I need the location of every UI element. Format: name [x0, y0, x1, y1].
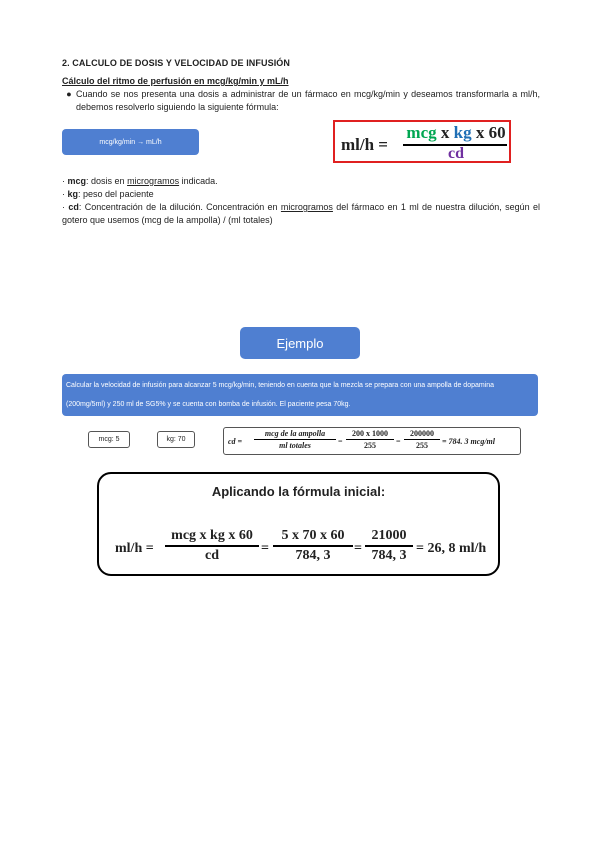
definition-kg — [62, 188, 154, 201]
final-eq-1: = — [261, 541, 269, 556]
formula-times-1: x — [436, 123, 454, 142]
section-heading: 2. CALCULO DE DOSIS Y VELOCIDAD DE INFUSIÓN — [62, 58, 290, 68]
definition-kg-term: kg — [67, 189, 79, 199]
section-subheading: Cálculo del ritmo de perfusión en mcg/kg/min y mL/h — [62, 76, 289, 86]
formula-numerator — [401, 123, 511, 143]
definition-cd-post: del fármaco en 1 ml de nuestra dilución, según el gotero que usemos (mcg de la ampolla) / (ml totales) — [62, 202, 540, 225]
definition-mcg-pre: : dosis en — [86, 176, 128, 186]
cd-f2-den: 255 — [364, 441, 376, 450]
intro-bullet — [62, 88, 540, 114]
formula-times-60: x 60 — [471, 123, 506, 142]
final-f1-num: mcg x kg x 60 — [171, 528, 253, 543]
final-fraction-1 — [165, 528, 259, 564]
final-lhs: ml/h = — [115, 541, 154, 556]
conversion-box — [62, 129, 199, 155]
problem-statement-box — [62, 374, 538, 416]
definition-dot-icon: · — [62, 202, 65, 212]
main-formula-box — [333, 120, 511, 163]
problem-text: Calcular la velocidad de infusión para alcanzar 5 mcg/kg/min, teniendo en cuenta que la mezcla se prepara con una ampolla de dopamina (200mg/5ml) y 250 ml de SG5% y se cuenta con bomba de infusión. El paciente pesa 70kg. — [66, 382, 495, 408]
given-mcg: mcg: 5 — [98, 436, 120, 443]
final-f2-num: 5 x 70 x 60 — [281, 528, 345, 543]
cd-f3-num: 200000 — [410, 429, 434, 438]
cd-f3-den: 255 — [416, 441, 428, 450]
cd-calculation-box — [223, 427, 521, 455]
cd-eq-2: = — [396, 437, 401, 446]
example-label: Ejemplo — [276, 335, 324, 351]
final-fraction-2 — [273, 528, 353, 564]
example-banner — [240, 327, 360, 359]
final-fraction-3 — [365, 528, 413, 564]
cd-fraction-1 — [254, 429, 336, 450]
final-title: Aplicando la fórmula inicial: — [211, 484, 386, 499]
intro-text: Cuando se nos presenta una dosis a administrar de un fármaco en mcg/kg/min y deseamos transformarla a ml/h, debemos resolverlo siguiendo la siguiente fórmula: — [76, 89, 540, 112]
definition-dot-icon: · — [62, 176, 65, 186]
definition-cd-link: microgramos — [280, 202, 333, 212]
cd-fraction-2 — [346, 429, 394, 450]
formula-kg: kg — [453, 123, 472, 142]
given-mcg-box — [88, 431, 130, 448]
final-result: = 26, 8 ml/h — [416, 541, 487, 556]
formula-denominator: cd — [448, 145, 464, 162]
definition-cd-term: cd — [68, 202, 79, 212]
final-f3-den: 784, 3 — [371, 547, 407, 563]
definition-mcg-link: microgramos — [127, 176, 180, 186]
final-f3-num: 21000 — [371, 528, 407, 543]
final-f2-den: 784, 3 — [295, 547, 331, 563]
definition-mcg — [62, 175, 218, 188]
cd-f2-num: 200 x 1000 — [352, 429, 388, 438]
given-kg-box — [157, 431, 195, 448]
cd-eq-1: = — [338, 437, 343, 446]
cd-fraction-3 — [404, 429, 440, 450]
definition-mcg-post: indicada. — [179, 176, 218, 186]
final-calculation-box — [97, 472, 500, 576]
definition-kg-text: : peso del paciente — [78, 189, 154, 199]
cd-f1-den: ml totales — [279, 441, 311, 450]
definition-cd-pre: : Concentración de la dilución. Concentración en — [78, 202, 281, 212]
cd-result: = 784. 3 mcg/ml — [442, 437, 495, 446]
given-kg: kg: 70 — [166, 436, 186, 443]
definition-dot-icon: · — [62, 189, 65, 199]
cd-lhs: cd = — [228, 437, 243, 446]
definition-cd — [62, 201, 540, 227]
formula-lhs: ml/h = — [341, 135, 388, 154]
bullet-icon: ● — [66, 89, 72, 99]
final-f1-den: cd — [205, 547, 219, 563]
final-eq-2: = — [354, 541, 362, 556]
conversion-label: mcg/kg/min → mL/h — [99, 138, 162, 146]
formula-mcg: mcg — [406, 123, 437, 142]
cd-f1-num: mcg de la ampolla — [264, 429, 326, 438]
definition-mcg-term: mcg — [67, 176, 87, 186]
